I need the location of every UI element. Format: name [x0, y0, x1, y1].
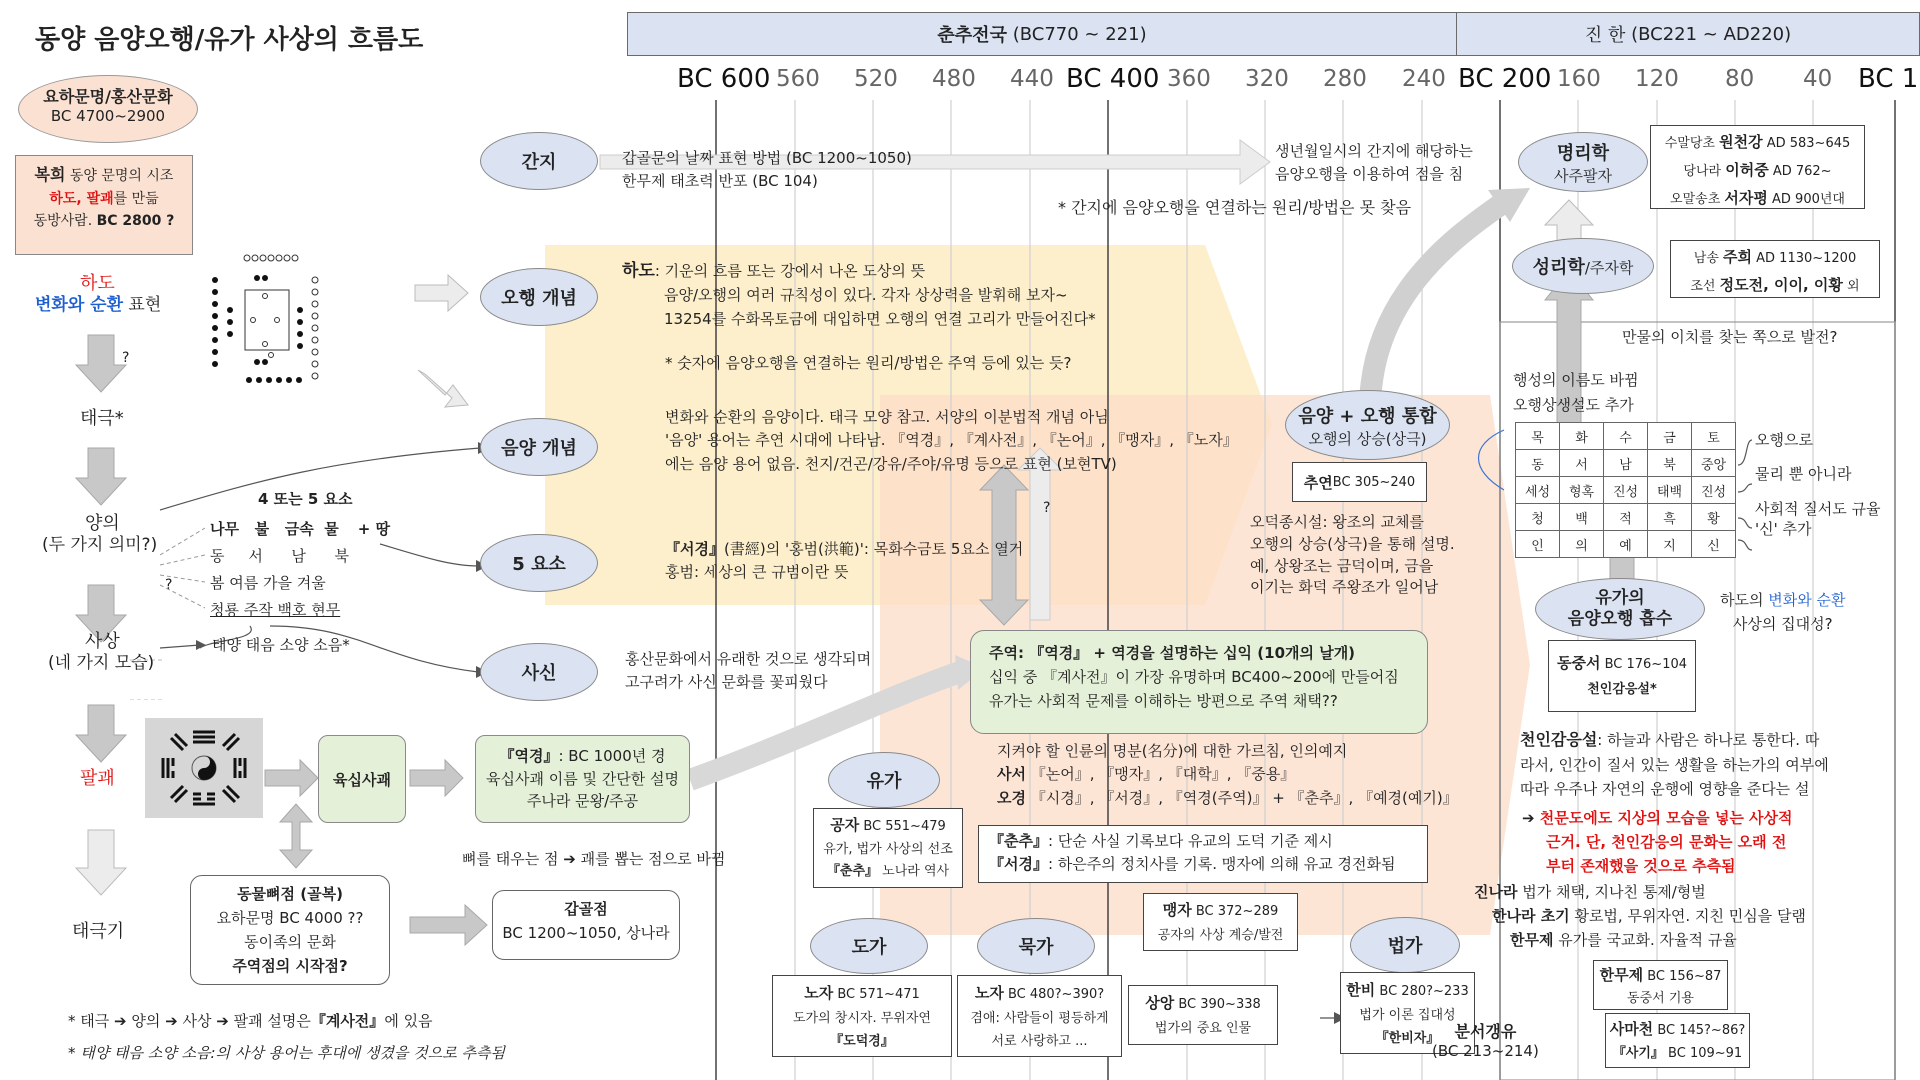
- integration-line3: 예, 상왕조는 금덕이며, 금을: [1250, 556, 1434, 575]
- fuxi-date: BC 2800 ?: [96, 212, 175, 229]
- cheonin-head: 천인감응설: [1520, 730, 1598, 749]
- hanmuje-box: [1593, 960, 1728, 1010]
- hado-text-line1: : 기운의 흐름 또는 강에서 나온 도상의 뜻: [654, 262, 926, 280]
- myeongri-title: 명리학: [1556, 142, 1610, 164]
- bone-note: [462, 848, 725, 871]
- grid-cell: 중앙: [1692, 450, 1736, 477]
- hanmuje-rest: 유가를 국교화. 자율적 규율: [1553, 931, 1737, 949]
- mencius-name: 맹자: [1162, 901, 1192, 919]
- note1-mid3: 팔괘 설명은: [228, 1012, 311, 1030]
- book-burning-date: (BC 213~214): [1432, 1042, 1539, 1060]
- chuyeon-date: BC 305~240: [1332, 474, 1416, 490]
- grid-cell: 동: [1516, 450, 1560, 477]
- yuga-eumyang-line1: 유가의: [1595, 587, 1645, 608]
- laozi-box: [772, 975, 952, 1057]
- five-line1: (書經)의 '홍범(洪範)': 목화수금토 5요소 열거: [723, 540, 1024, 558]
- seongri-ellipse: [1512, 238, 1654, 294]
- five-elements-text: [665, 538, 1023, 585]
- hanfei-date: BC 280?~233: [1375, 984, 1469, 999]
- shang-yang-name: 상앙: [1145, 994, 1175, 1012]
- grid-right-notes: [1755, 430, 1880, 539]
- jooyeok-line2: 십익 중 『계사전』이 가장 유명하며 BC400~200에 만들어짐: [989, 668, 1399, 686]
- laozi-date: BC 571~471: [833, 987, 920, 1002]
- seongri-title-rest: /주자학: [1584, 259, 1634, 277]
- eumyang-text: [665, 406, 1238, 476]
- grid-cell: 세성: [1516, 477, 1560, 504]
- hanmuje-date: BC 156~87: [1643, 969, 1722, 984]
- myeongri-r2-date: AD 762~: [1768, 163, 1832, 179]
- seongri-r2-name: 정도전, 이이, 이황: [1719, 275, 1843, 294]
- plus-earth: + 땅: [357, 520, 391, 538]
- integration-title: 음양 + 오행 통합: [1298, 405, 1437, 427]
- samacheon-name: 사마천: [1609, 1020, 1654, 1038]
- chunchu-line2: : 하은주의 정치사를 기록. 맹자에 의해 유교 경전화됨: [1047, 855, 1396, 874]
- ohaeng-label: 오행 개념: [501, 288, 577, 309]
- yuga-ellipse: [828, 752, 940, 808]
- jooyeok-box: [970, 630, 1428, 734]
- qin-han-notes: [1474, 880, 1806, 952]
- confucian-line3: 『시경』, 『서경』, 『역경(주역)』 + 『춘추』, 『예경(예기)』: [1025, 788, 1458, 807]
- seongri-box: [1670, 240, 1880, 298]
- animal-bone-box: [190, 875, 390, 985]
- tick-label: 280: [1323, 66, 1367, 92]
- jooyeok-line3: 유가는 사회적 문제를 이해하는 방편으로 주역 채택??: [989, 692, 1338, 710]
- integration-line4: 이기는 화덕 주왕조가 일어남: [1250, 578, 1439, 597]
- note1-post: 에 있음: [384, 1012, 433, 1030]
- myeongri-r2-pre: 당나라: [1683, 163, 1726, 179]
- bagua-icon: [145, 718, 263, 818]
- laozi-name: 노자: [804, 984, 834, 1002]
- yeokgyeong-box: [475, 735, 690, 823]
- hado-label: 하도: [80, 273, 115, 294]
- directions-row: 동 서 남 북: [210, 547, 350, 565]
- grid-right-line1: 오행으로: [1755, 431, 1813, 449]
- seongri-r1-pre: 남송: [1693, 251, 1724, 266]
- shang-yang-line2: 법가의 중요 인물: [1154, 1021, 1252, 1036]
- grid-cell: 의: [1560, 531, 1604, 558]
- hado-text-head: 하도: [622, 261, 655, 281]
- myeongri-r3-name: 서자평: [1724, 188, 1768, 207]
- footnote-2: * 태양 태음 소양 소음:의 사상 용어는 후대에 생겼을 것으로 추측됨: [68, 1044, 505, 1062]
- dongjungseo-box: [1548, 640, 1696, 712]
- mukga-label: 묵가: [1018, 937, 1054, 958]
- five-elements-label: 5 요소: [512, 554, 566, 575]
- ganji-right-line1: 생년월일시의 간지에 해당하는: [1275, 142, 1473, 160]
- fuxi-name: 복희: [34, 165, 66, 184]
- yuksipsagwae-box: [318, 735, 406, 823]
- grid-cell: 목: [1516, 423, 1560, 450]
- ganji-note: * 간지에 음양오행을 연결하는 원리/방법은 못 찾음: [1058, 198, 1412, 217]
- arrow-icon: ➔: [216, 1012, 229, 1030]
- cheonin-red-line2: 근거. 단, 천인감응의 문화는 오래 전: [1546, 833, 1787, 851]
- gapgol-box: [492, 890, 680, 960]
- confucius-date: BC 551~479: [859, 819, 946, 834]
- beopga-ellipse: [1350, 917, 1460, 973]
- hado-sub-blue: 변화와 순환: [35, 295, 124, 315]
- header-spring-autumn: [627, 12, 1457, 56]
- qin-rest: 법가 채택, 지나친 통제/형벌: [1517, 883, 1706, 901]
- confucius-line2: 유가, 법가 사상의 선조: [823, 841, 953, 857]
- tick-label: 80: [1725, 66, 1755, 92]
- mencius-box: [1143, 893, 1298, 951]
- grid-cell: 토: [1692, 423, 1736, 450]
- bone-note-post: 괘를 뽑는 점으로 바뀜: [575, 850, 726, 868]
- yuksipsagwae-label: 육십사괘: [333, 770, 391, 789]
- page-title: 동양 음양오행/유가 사상의 흐름도: [35, 25, 424, 55]
- beopga-label: 법가: [1387, 936, 1423, 957]
- laozi-line3: 『도덕경』: [830, 1034, 894, 1050]
- confucian-saseo: 사서: [997, 765, 1026, 784]
- mozi-box: [957, 975, 1122, 1057]
- bagua-image: [145, 718, 263, 818]
- mencius-date: BC 372~289: [1191, 904, 1279, 919]
- mozi-name: 노자: [974, 984, 1004, 1002]
- sasang-label: 사상: [85, 631, 120, 652]
- arrow-icon: ➔: [1522, 809, 1540, 827]
- confucian-ogyeong: 오경: [997, 788, 1026, 807]
- grid-cell: 예: [1604, 531, 1648, 558]
- book-burning-title: 분서갱유: [1454, 1022, 1517, 1041]
- chuyeon-name: 추연: [1303, 473, 1333, 492]
- tick-label: 440: [1010, 66, 1054, 92]
- grid-cell: 북: [1648, 450, 1692, 477]
- tick-label: 560: [776, 66, 820, 92]
- sasin-line1: 홍산문화에서 유래한 것으로 생각되며: [625, 650, 872, 668]
- eumyang-line2: '음양' 용어는 추연 시대에 나타남. 『역경』, 『계사전』, 『논어』, 『맹자』, 『노자』: [665, 431, 1238, 450]
- ganji-line2: 한무제 태초력 반포 (BC 104): [622, 172, 818, 191]
- confucian-line1: 지켜야 할 인륜의 명분(名分)에 대한 가르침, 인의예지: [997, 742, 1348, 760]
- grid-cell: 진성: [1692, 477, 1736, 504]
- footnote-1: [68, 1010, 433, 1033]
- tick-label: 40: [1803, 66, 1833, 92]
- grid-cell: 형혹: [1560, 477, 1604, 504]
- seasons-row: 봄 여름 가을 겨울: [210, 574, 326, 592]
- five-book: 『서경』: [665, 540, 724, 558]
- hanmuje-line2: 동중서 기용: [1627, 990, 1694, 1006]
- gapgol-line1: BC 1200~1050, 상나라: [502, 924, 670, 942]
- seongri-r1-date: AD 1130~1200: [1752, 251, 1857, 266]
- manmul-text: 만물의 이치를 찾는 쪽으로 발전?: [1622, 328, 1838, 346]
- hanfei-name: 한비: [1346, 981, 1376, 999]
- samacheon-line2: BC 109~91: [1663, 1045, 1743, 1061]
- question-mark: ?: [1043, 500, 1051, 516]
- arrow-icon: ➔: [165, 1012, 178, 1030]
- grid-cell: 진성: [1604, 477, 1648, 504]
- seongri-r1-name: 주희: [1723, 248, 1752, 266]
- hado-collect-text: [1720, 588, 1845, 636]
- yeokgyeong-line3: 주나라 문왕/주공: [526, 792, 639, 811]
- dongjungseo-line2: 천인감응설*: [1587, 681, 1657, 697]
- four-five-elements-label: 4 또는 5 요소: [258, 490, 353, 508]
- hado-collect-pre: 하도의: [1720, 591, 1769, 609]
- bone-note-pre: 뼈를 태우는 점: [462, 850, 564, 868]
- myeongri-r2-name: 이허중: [1725, 160, 1769, 179]
- tick-label: 520: [854, 66, 898, 92]
- samacheon-box: [1605, 1013, 1750, 1068]
- hado-text: [622, 258, 1096, 331]
- haengseong-text: [1513, 368, 1638, 418]
- early-han-rest: 황로법, 무위자연. 지친 민심을 달램: [1569, 907, 1806, 925]
- five-elements-ellipse: [480, 534, 598, 592]
- note1-mid: 양의: [126, 1012, 166, 1030]
- taegeuk-label: 태극*: [80, 408, 124, 429]
- dashed-connectors: [0, 0, 300, 700]
- header-qin-han: [1456, 12, 1920, 56]
- tick-label: BC 600: [677, 64, 771, 94]
- grid-cell: 청: [1516, 504, 1560, 531]
- note1-book: 『계사전』: [310, 1012, 385, 1030]
- confucius-book: 『춘추』: [826, 863, 879, 879]
- note1-mid2: 사상: [177, 1012, 217, 1030]
- myeongri-r1-name: 원천강: [1719, 133, 1763, 151]
- shang-yang-box: [1128, 985, 1278, 1045]
- doga-label: 도가: [851, 937, 887, 958]
- shang-yang-date: BC 390~338: [1174, 997, 1261, 1012]
- mozi-line3: 서로 사랑하고 ...: [991, 1034, 1088, 1050]
- palgwae-label: 팔괘: [80, 768, 115, 789]
- note1-pre: * 태극: [68, 1012, 115, 1030]
- five-element-grid: [1515, 422, 1736, 558]
- sasin-line2: 고구려가 사신 문화를 꽃피웠다: [625, 673, 828, 692]
- laozi-line2: 도가의 창시자. 무위자연: [793, 1011, 931, 1026]
- yeokgyeong-book: 『역경』: [499, 747, 559, 766]
- hado-sub-rest: 표현: [123, 295, 162, 315]
- hado-note: * 숫자에 음양오행을 연결하는 원리/방법은 주역 등에 있는 듯?: [665, 354, 1072, 372]
- grid-cell: 수: [1604, 423, 1648, 450]
- ganji-label: 간지: [521, 152, 557, 173]
- cheonin-line3: 따라 우주나 자연의 운행에 영향을 준다는 설: [1520, 779, 1810, 798]
- animals-row: 청룡 주작 백호 현무: [210, 601, 341, 619]
- hado-collect-line2: 사상의 집대성?: [1732, 615, 1833, 633]
- sasin-label: 사신: [521, 663, 557, 684]
- cheonin-line1: : 하늘과 사람은 하나로 통한다. 따: [1597, 731, 1820, 749]
- chunchu-line1: : 단순 사실 기록보다 유교의 도덕 기준 제시: [1047, 832, 1333, 850]
- ganji-right-text: [1275, 140, 1473, 187]
- cheonin-red-line3: 부터 존재했을 것으로 추측됨: [1546, 857, 1736, 875]
- chunchu-box: [978, 825, 1428, 883]
- sasang-sub: (네 가지 모습): [48, 653, 155, 673]
- book-burning: [1432, 1022, 1539, 1061]
- myeongri-r3-pre: 오말송초: [1670, 191, 1725, 207]
- confucian-text: [997, 740, 1458, 810]
- yeokgyeong-line1: : BC 1000년 경: [558, 747, 666, 766]
- tick-label: 240: [1402, 66, 1446, 92]
- seogyeong-book: 『서경』: [989, 855, 1048, 874]
- ohaeng-ellipse: [480, 268, 598, 326]
- sasin-text: [625, 648, 871, 695]
- grid-cell: 백: [1560, 504, 1604, 531]
- four-yin-yang: 태양 태음 소양 소음*: [212, 636, 350, 654]
- hanfei-line2: 법가 이론 집대성: [1359, 1008, 1456, 1023]
- grid-cell: 태백: [1648, 477, 1692, 504]
- yuga-eumyang-ellipse: [1535, 578, 1705, 640]
- eumyang-line1: 변화와 순환의 음양이다. 태극 모양 참고. 서양의 이분법적 개념 아님: [665, 408, 1109, 426]
- eumyang-line3: 에는 음양 용어 없음. 천지/건곤/강유/주야/유명 등으로 표현 (보현TV): [665, 454, 1117, 473]
- seongri-title-bold: 성리학: [1532, 257, 1585, 278]
- fuxi-line1: 동양 문명의 시조: [69, 168, 174, 184]
- header-spring-autumn-range: (BC770 ~ 221): [1012, 23, 1147, 45]
- header-qin-han-name: 진 한: [1584, 25, 1626, 46]
- chuyeon-box: [1292, 462, 1427, 502]
- sasin-ellipse: [480, 643, 598, 701]
- animal-bone-line2: 동이족의 문화: [244, 933, 336, 951]
- gapgol-title: 갑골점: [564, 900, 608, 918]
- tick-label: BC 1: [1858, 64, 1919, 94]
- hado-text-line3: 13254를 수화목토금에 대입하면 오행의 연결 고리가 만들어진다*: [664, 309, 1096, 328]
- mozi-line2: 겸애: 사람들이 평등하게: [970, 1011, 1109, 1026]
- confucius-name: 공자: [830, 816, 860, 834]
- animal-bone-title: 동물뼈점 (골복): [237, 885, 343, 903]
- haengseong-line2: 오행상생설도 추가: [1513, 395, 1634, 414]
- seongri-r2-pre: 조선: [1690, 278, 1720, 294]
- integration-text: [1250, 512, 1455, 599]
- eumyang-ellipse: [480, 418, 598, 476]
- dongjungseo-date: BC 176~104: [1600, 657, 1688, 672]
- grid-cell: 서: [1560, 450, 1604, 477]
- question-mark: ?: [165, 577, 173, 593]
- grid-right-line2: 물리 뿐 아니라: [1755, 465, 1852, 484]
- elements-text: 나무 불 금속 물: [210, 520, 339, 538]
- animal-bone-line3: 주역점의 시작점?: [232, 957, 348, 975]
- tick-label: BC 200: [1458, 64, 1552, 94]
- hanmuje-head: 한무제: [1510, 931, 1554, 949]
- taegeukgi-label: 태극기: [72, 921, 125, 942]
- hanmuje-name: 한무제: [1599, 966, 1644, 984]
- dongjungseo-name: 동중서: [1556, 654, 1601, 672]
- grid-cell: 남: [1604, 450, 1648, 477]
- myeongri-ellipse: [1518, 132, 1648, 192]
- yoha-date: BC 4700~2900: [50, 107, 166, 125]
- grid-cell: 적: [1604, 504, 1648, 531]
- grid-cell: 지: [1648, 531, 1692, 558]
- fuxi-line3: 동방사람.: [33, 212, 97, 229]
- tick-label: 320: [1245, 66, 1289, 92]
- mukga-ellipse: [977, 918, 1095, 974]
- integration-line2: 오행의 상승(상극)을 통해 설명.: [1250, 534, 1455, 553]
- ganji-ellipse: [480, 132, 598, 190]
- header-spring-autumn-name: 춘추전국: [937, 25, 1007, 46]
- grid-right-line3: 사회적 질서도 규율: [1755, 499, 1881, 518]
- early-han-head: 한나라 초기: [1492, 907, 1570, 925]
- chunchu-book: 『춘추』: [989, 832, 1048, 850]
- hanfei-line3: 『한비자』: [1375, 1031, 1440, 1047]
- grid-cell: 금: [1648, 423, 1692, 450]
- myeongri-box: [1650, 125, 1865, 209]
- ganji-text: [622, 147, 912, 194]
- confucian-line2: 『논어』, 『맹자』, 『대학』, 『중용』: [1025, 765, 1296, 784]
- animal-bone-line1: 요하문명 BC 4000 ??: [216, 909, 364, 927]
- grid-cell: 인: [1516, 531, 1560, 558]
- cheonin-red-line1: 천문도에도 지상의 모습을 넣는 사상적: [1539, 809, 1793, 827]
- question-mark: ?: [122, 350, 130, 366]
- eumyang-label: 음양 개념: [501, 438, 577, 459]
- yeokgyeong-line2: 육십사괘 이름 및 간단한 설명: [486, 769, 679, 788]
- arrow-icon: ➔: [563, 850, 576, 868]
- myeongri-sub: 사주팔자: [1554, 166, 1612, 185]
- header-qin-han-range: (BC221 ~ AD220): [1631, 23, 1792, 45]
- samacheon-date: BC 145?~86?: [1653, 1023, 1746, 1038]
- integration-sub: 오행의 상승(상극): [1308, 429, 1427, 448]
- fuxi-line2: 를 만듦: [113, 190, 159, 207]
- yangui-sub: (두 가지 의미?): [42, 535, 158, 555]
- tick-label: 480: [932, 66, 976, 92]
- confucius-line3: 노나라 역사: [878, 863, 950, 879]
- qin-head: 진나라: [1474, 883, 1518, 901]
- tick-label: BC 400: [1066, 64, 1160, 94]
- fuxi-hado: 하도, 팔괘: [49, 190, 114, 207]
- doga-ellipse: [810, 918, 928, 974]
- jooyeok-line1: 주역: 『역경』 + 역경을 설명하는 십익 (10개의 날개): [989, 644, 1356, 662]
- ganji-right-line2: 음양오행을 이용하여 점을 침: [1275, 165, 1464, 184]
- cheonin-line2: 라서, 인간이 질서 있는 생활을 하는가의 여부에: [1520, 755, 1829, 774]
- grid-cell: 황: [1692, 504, 1736, 531]
- integration-line1: 오덕종시설: 왕조의 교체를: [1250, 513, 1424, 531]
- grid-right-line4: '신' 추가: [1755, 519, 1812, 538]
- hado-text-line2: 음양/오행의 여러 규칙성이 있다. 각자 상상력을 발휘해 보자~: [664, 286, 1068, 305]
- yuga-label: 유가: [866, 771, 902, 792]
- arrow-icon: ➔: [114, 1012, 127, 1030]
- myeongri-r1-pre: 수말당초: [1664, 136, 1720, 151]
- hado-collect-blue: 변화와 순환: [1768, 591, 1846, 609]
- yoha-title: 요하문명/홍산문화: [43, 87, 173, 106]
- tick-label: 160: [1557, 66, 1601, 92]
- cheonin-red-text: [1522, 806, 1793, 878]
- yuga-eumyang-line2: 음양오행 흡수: [1567, 609, 1673, 629]
- confucius-box: [813, 808, 963, 888]
- grid-cell: 흑: [1648, 504, 1692, 531]
- myeongri-r1-date: AD 583~645: [1762, 136, 1851, 151]
- tick-label: 120: [1635, 66, 1679, 92]
- seongri-r2-post: 외: [1842, 278, 1860, 294]
- five-line2: 홍범: 세상의 큰 규범이란 뜻: [665, 563, 849, 582]
- myeongri-r3-date: AD 900년대: [1767, 191, 1845, 207]
- samacheon-book: 『사기』: [1612, 1045, 1664, 1061]
- haengseong-line1: 행성의 이름도 바뀜: [1513, 371, 1639, 389]
- grid-cell: 화: [1560, 423, 1604, 450]
- ganji-line1: 갑골문의 날짜 표현 방법 (BC 1200~1050): [622, 149, 912, 167]
- mozi-date: BC 480?~390?: [1003, 987, 1105, 1002]
- yangui-label: 양의: [85, 513, 120, 534]
- cheonin-text: [1520, 727, 1829, 801]
- integration-ellipse: [1285, 390, 1450, 460]
- mencius-line2: 공자의 사상 계승/발전: [1157, 928, 1284, 943]
- tick-label: 360: [1167, 66, 1211, 92]
- grid-cell: 신: [1692, 531, 1736, 558]
